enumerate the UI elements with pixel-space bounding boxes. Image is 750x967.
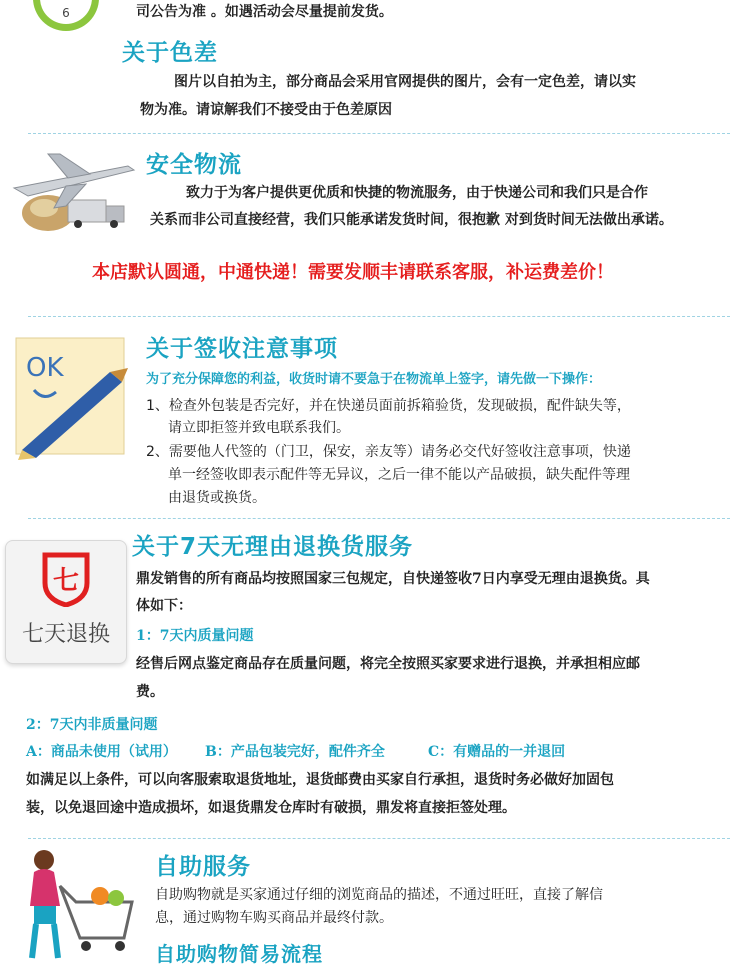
color-diff-line-2: 物为准。请谅解我们不接受由于色差原因 xyxy=(140,102,392,118)
signing-line-4: 单一经签收即表示配件等无异议，之后一律不能以产品破损，缺失配件等理 xyxy=(168,467,630,483)
signing-line-5: 由退货或换货。 xyxy=(168,490,266,506)
section-title-color-diff: 关于色差 xyxy=(122,40,218,66)
logistics-line-1: 致力于为客户提供更优质和快捷的物流服务，由于快递公司和我们只是合作 xyxy=(186,185,648,201)
q2-line-2: 装，以免退回途中造成损坏，如退货鼎发仓库时有破损，鼎发将直接拒签处理。 xyxy=(26,800,516,816)
shopper-cart-icon xyxy=(20,846,140,960)
section-title-self-service: 自助服务 xyxy=(155,854,251,880)
airplane-truck-icon xyxy=(8,148,138,238)
q2-title: 2：7天内非质量问题 xyxy=(26,717,158,733)
ok-pen-icon xyxy=(10,332,130,462)
section-title-return: 关于7天无理由退换货服务 xyxy=(132,534,414,560)
clock-number: 6 xyxy=(62,6,70,20)
shield-icon xyxy=(41,551,91,607)
divider xyxy=(28,838,730,839)
return-intro-line-1: 鼎发销售的所有商品均按照国家三包规定，自快递签收7日内享受无理由退换货。具 xyxy=(136,571,650,587)
ok-text: OK xyxy=(26,353,64,383)
badge-char: 七 xyxy=(52,566,80,596)
q1-line-1: 经售后网点鉴定商品存在质量问题，将完全按照买家要求进行退换，并承担相应邮 xyxy=(136,656,640,672)
signing-line-2: 请立即拒签并致电联系我们。 xyxy=(168,420,350,436)
shipping-notice: 本店默认圆通，中通快递！需要发顺丰请联系客服，补运费差价！ xyxy=(92,262,614,283)
condition-c: C：有赠品的一并退回 xyxy=(428,744,566,760)
divider xyxy=(28,316,730,317)
self-service-line-2: 息，通过购物车购买商品并最终付款。 xyxy=(155,910,393,926)
badge-text: 七天退换 xyxy=(21,622,110,647)
q2-line-1: 如满足以上条件，可以向客服索取退货地址，退货邮费由买家自行承担，退货时务必做好加固包 xyxy=(26,772,614,788)
color-diff-line-1: 图片以自拍为主，部分商品会采用官网提供的图片，会有一定色差，请以实 xyxy=(174,74,636,90)
divider xyxy=(28,518,730,519)
q1-title: 1：7天内质量问题 xyxy=(136,628,254,644)
self-service-line-1: 自助购物就是买家通过仔细的浏览商品的描述，不通过旺旺，直接了解信 xyxy=(155,887,603,903)
top-line: 司公告为准 。如遇活动会尽量提前发货。 xyxy=(136,4,393,20)
signing-subtitle: 为了充分保障您的利益，收货时请不要急于在物流单上签字，请先做一下操作： xyxy=(146,372,602,387)
condition-a: A：商品未使用（试用） xyxy=(26,744,177,760)
logistics-line-2: 关系而非公司直接经营，我们只能承诺发货时间，很抱歉 对到货时间无法做出承诺。 xyxy=(150,212,673,228)
signing-line-1: 1、检查外包装是否完好，并在快递员面前拆箱验货，发现破损，配件缺失等， xyxy=(146,398,631,414)
condition-b: B：产品包装完好，配件齐全 xyxy=(205,744,385,760)
section-title-self-service-flow: 自助购物简易流程 xyxy=(155,942,323,966)
section-title-signing: 关于签收注意事项 xyxy=(146,336,338,362)
section-title-logistics: 安全物流 xyxy=(146,152,242,178)
signing-line-3: 2、需要他人代签的（门卫，保安，亲友等）请务必交代好签收注意事项，快递 xyxy=(146,444,631,460)
q1-line-2: 费。 xyxy=(136,684,164,700)
seven-day-return-badge xyxy=(5,540,127,664)
return-intro-line-2: 体如下： xyxy=(136,598,192,614)
clock-icon xyxy=(30,0,102,34)
divider xyxy=(28,133,730,134)
